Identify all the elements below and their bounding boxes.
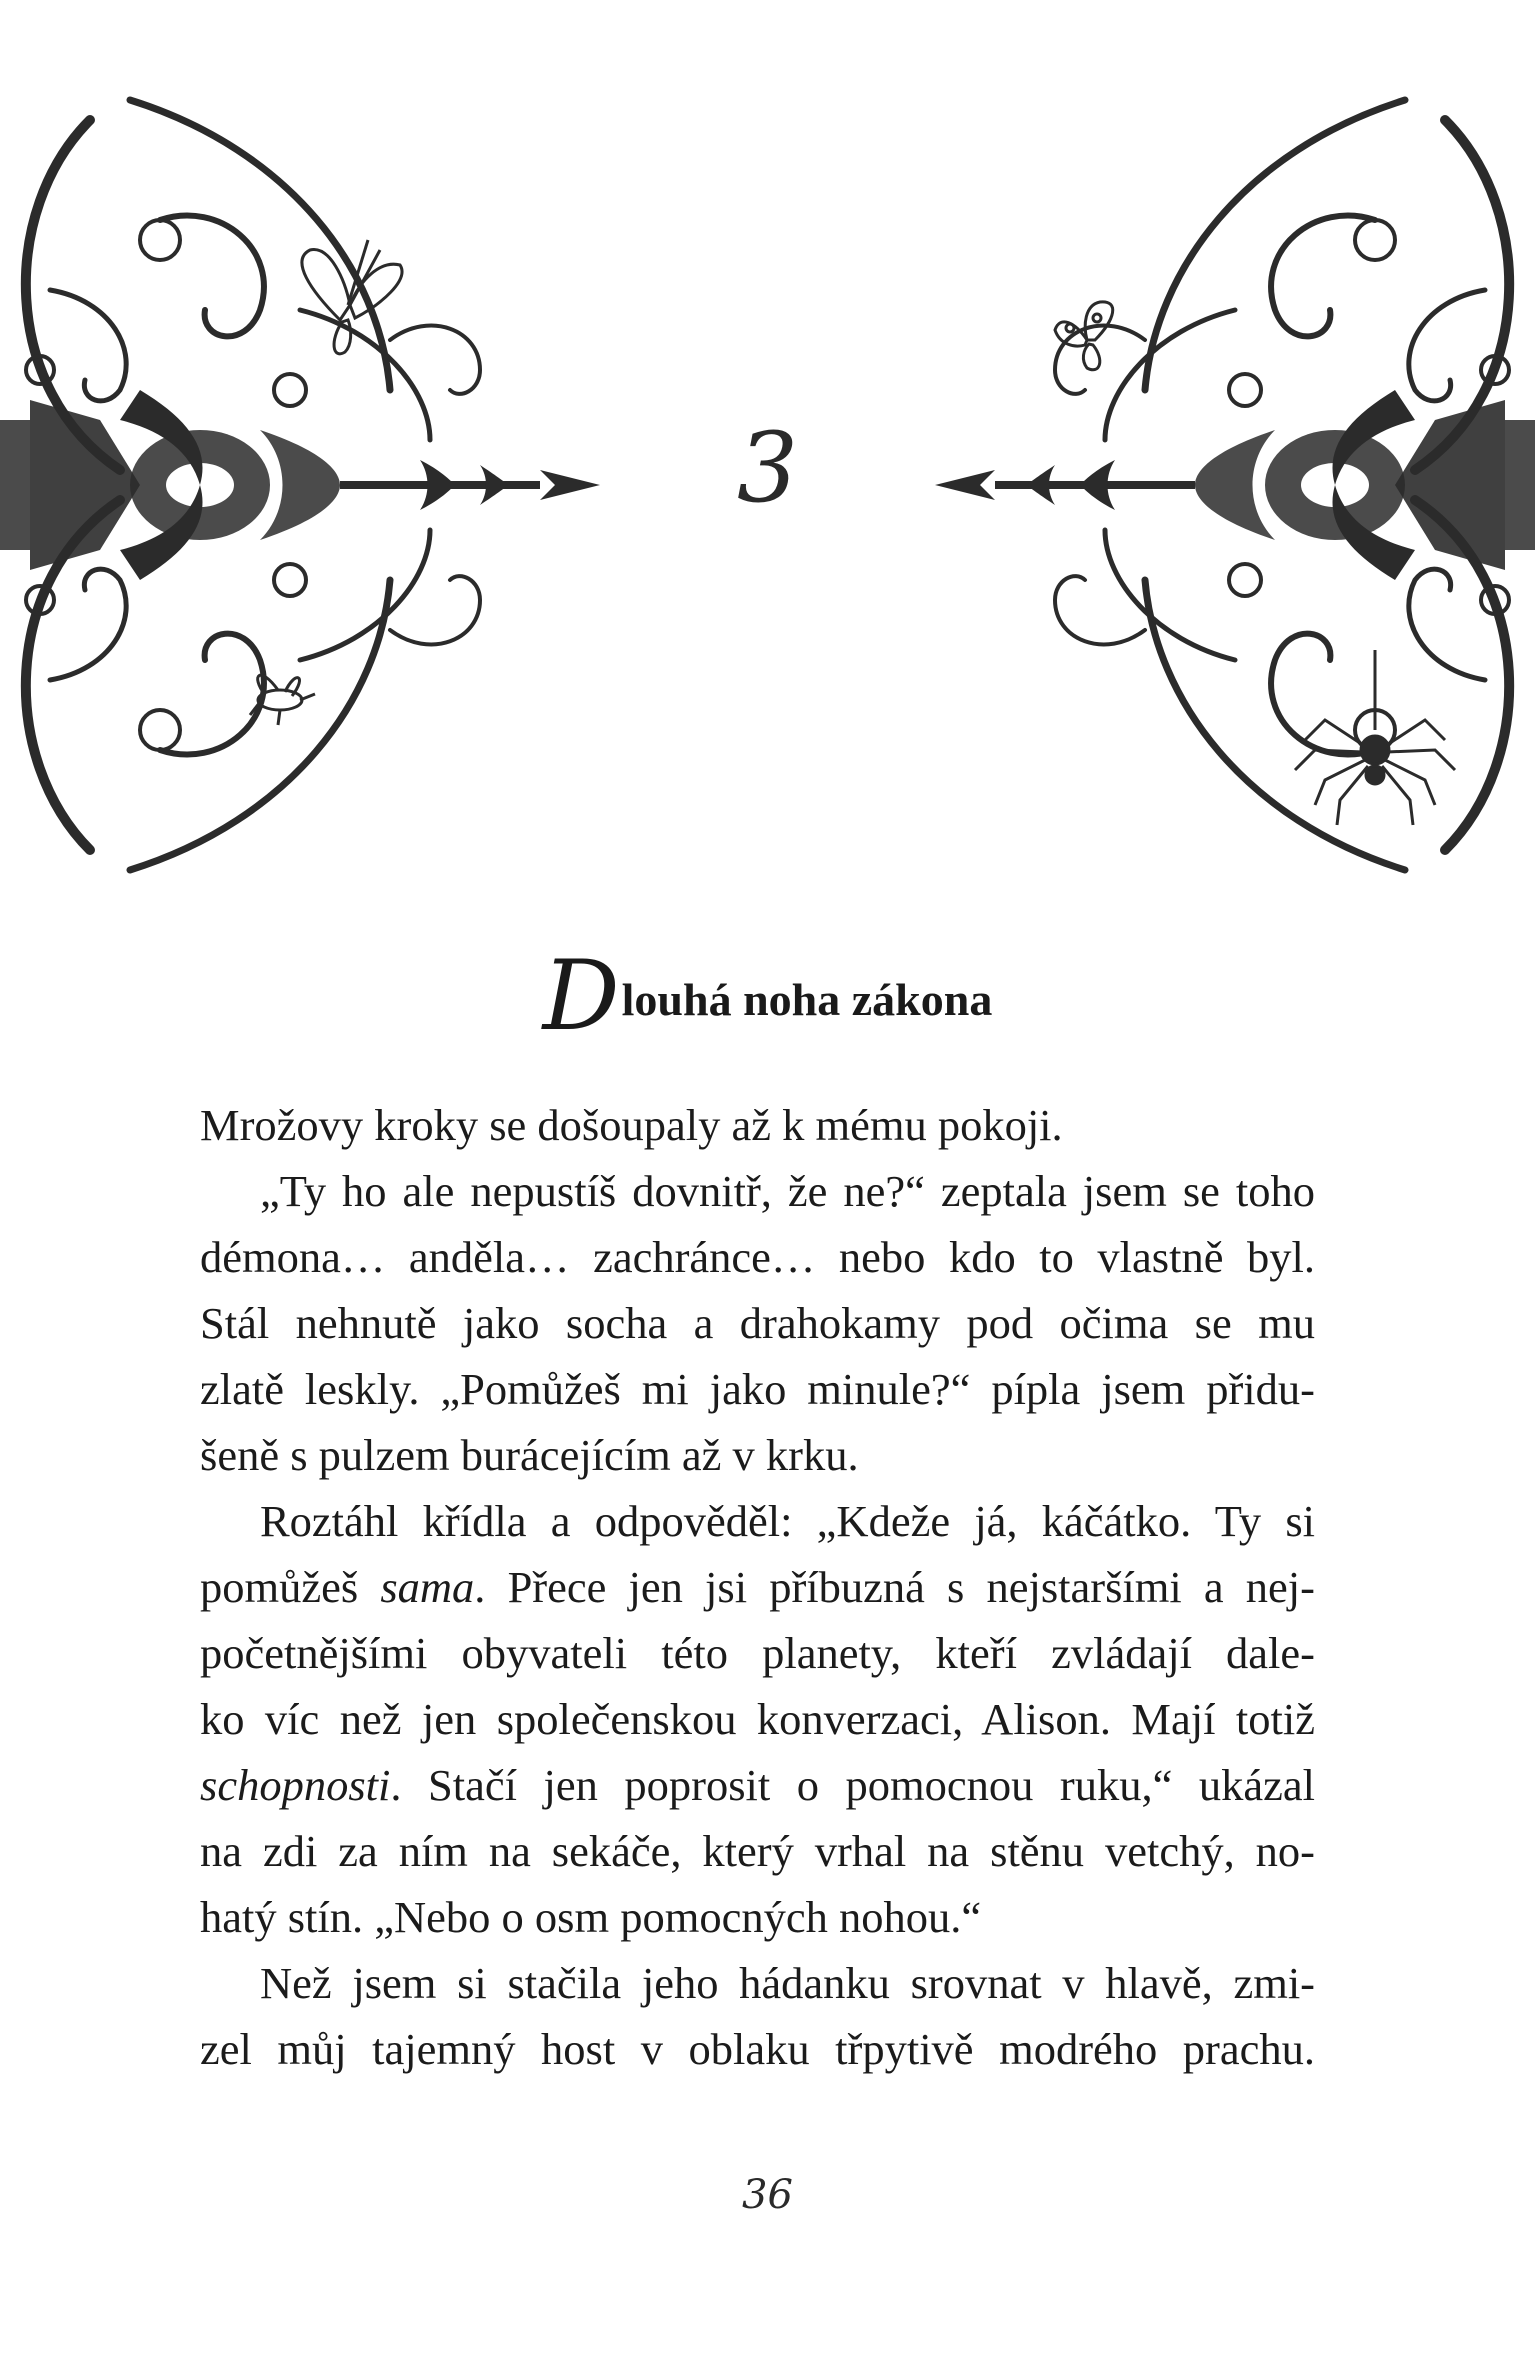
text-line: Mrožovy kroky se došoupaly až k mému pokoji. — [200, 1100, 1063, 1150]
text-line: schopnosti. Stačí jen poprosit o pomocnou ruku,“ ukázal — [200, 1760, 1315, 1810]
chapter-title-initial: D — [542, 940, 620, 1052]
text-line: zel můj tajemný host v oblaku třpytivě modrého prachu. — [200, 2024, 1315, 2074]
spider-icon — [1295, 650, 1455, 825]
paragraph — [200, 1158, 1315, 1488]
paragraph — [200, 1092, 1315, 1158]
text-line: Než jsem si stačila jeho hádanku srovnat v hlavě, zmi- — [260, 1958, 1315, 2008]
page-number: 36 — [742, 2172, 793, 2218]
text-line: pomůžeš sama. Přece jen jsi příbuzná s nejstaršími a nej- — [200, 1562, 1315, 1612]
text-line: Roztáhl křídla a odpověděl: „Kdeže já, káčátko. Ty si — [260, 1496, 1315, 1546]
text-line: ko víc než jen společenskou konverzaci, Alison. Mají totiž — [200, 1694, 1315, 1744]
text-line: démona… anděla… zachránce… nebo kdo to vlastně byl. — [200, 1232, 1315, 1282]
text-line: Stál nehnutě jako socha a drahokamy pod očima se mu — [200, 1298, 1315, 1348]
text-line: na zdi za ním na sekáče, který vrhal na stěnu vetchý, no- — [200, 1826, 1315, 1876]
chapter-title-rest: louhá noha zákona — [621, 974, 993, 1025]
text-line: zlatě leskly. „Pomůžeš mi jako minule?“ pípla jsem přidu- — [200, 1364, 1315, 1414]
paragraph — [200, 1950, 1315, 2082]
text-line: hatý stín. „Nebo o osm pomocných nohou.“ — [200, 1892, 982, 1942]
moth-icon — [1055, 302, 1113, 370]
butterfly-icon — [302, 240, 402, 354]
text-line: početnějšími obyvateli této planety, kteří zvládají dale- — [200, 1628, 1315, 1678]
text-line: „Ty ho ale nepustíš dovnitř, že ne?“ zeptala jsem se toho — [260, 1166, 1315, 1216]
chapter-title — [0, 940, 1535, 1052]
body-text — [200, 1092, 1315, 2082]
chapter-number: 3 — [736, 412, 799, 524]
paragraph — [200, 1488, 1315, 1950]
text-line: šeně s pulzem burácejícím až v krku. — [200, 1430, 859, 1480]
